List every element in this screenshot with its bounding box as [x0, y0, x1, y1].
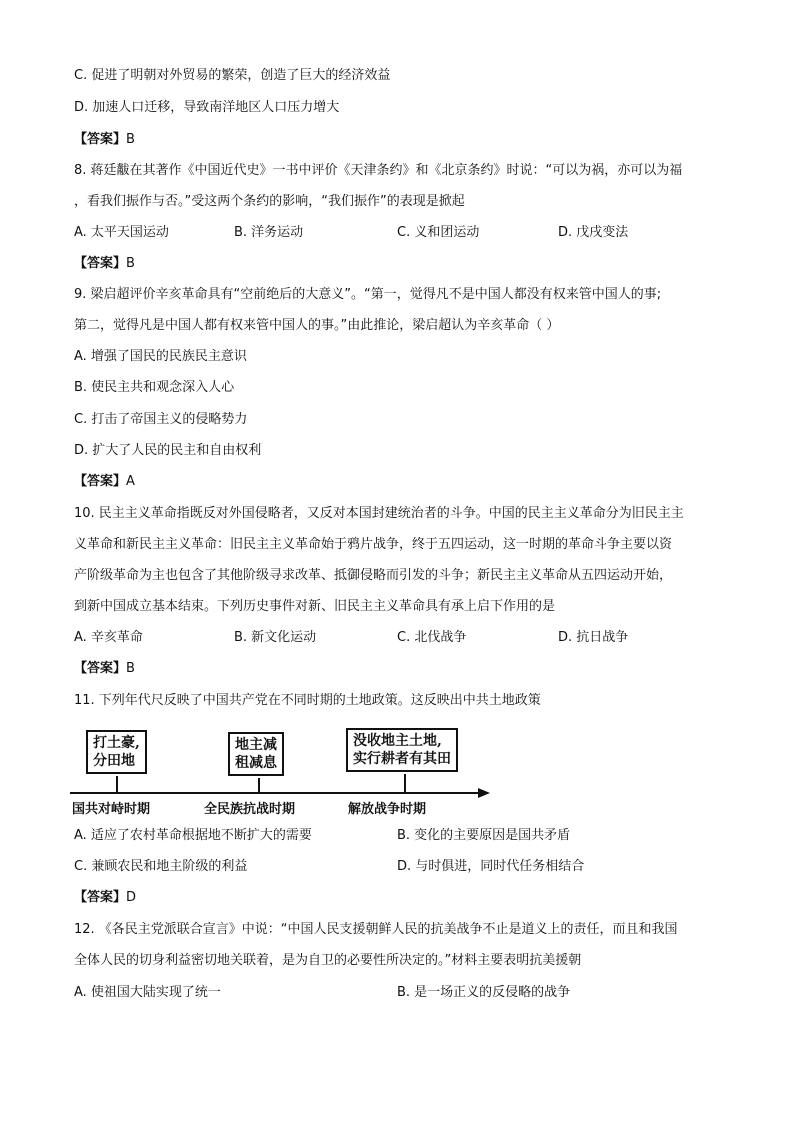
q7-option-c: C. 促进了明朝对外贸易的繁荣，创造了巨大的经济效益: [74, 68, 391, 83]
q8-option-a: A. 太平天国运动: [74, 225, 169, 240]
timeline-box-3-line-2: 实行耕者有其田: [353, 751, 451, 767]
timeline-period-1: 国共对峙时期: [72, 802, 151, 817]
timeline-axis: [70, 792, 480, 794]
timeline-box-2-line-2: 租减息: [235, 755, 277, 771]
timeline-box-3-line-1: 没收地主土地,: [353, 733, 442, 749]
q8-stem-line-1: 8. 蒋廷黻在其著作《中国近代史》一书中评价《天津条约》和《北京条约》时说：“可以为祸，亦可以为福: [74, 163, 683, 178]
q10-option-b: B. 新文化运动: [234, 630, 317, 645]
timeline-box-1: [86, 730, 147, 774]
land-policy-timeline: [70, 728, 500, 817]
q9-stem-line-1: 9. 梁启超评价辛亥革命具有“空前绝后的大意义”。“第一，觉得凡不是中国人都没有权来管中国人的事;: [74, 287, 662, 302]
q7-answer: [74, 131, 135, 149]
timeline-period-3: 解放战争时期: [348, 802, 427, 817]
answer-value: B: [126, 132, 135, 147]
answer-tag: 【答案】: [74, 661, 127, 676]
q10-option-a: A. 辛亥革命: [74, 630, 143, 645]
q10-option-d: D. 抗日战争: [558, 630, 629, 645]
q11-option-a: A. 适应了农村革命根据地不断扩大的需要: [74, 828, 312, 843]
answer-tag: 【答案】: [74, 132, 127, 147]
q11-option-b: B. 变化的主要原因是国共矛盾: [397, 828, 571, 843]
q10-stem-line-1: 10. 民主主义革命指既反对外国侵略者，又反对本国封建统治者的斗争。中国的民主主义革命分为旧民主主: [74, 506, 684, 521]
answer-value: B: [126, 661, 135, 676]
answer-value: A: [126, 474, 135, 489]
q9-answer: [74, 473, 135, 491]
timeline-box-3: [346, 728, 458, 772]
answer-tag: 【答案】: [74, 474, 127, 489]
q8-option-b: B. 洋务运动: [234, 225, 304, 240]
q7-option-d: D. 加速人口迁移，导致南洋地区人口压力增大: [74, 100, 340, 115]
q12-option-a: A. 使祖国大陆实现了统一: [74, 985, 221, 1000]
timeline-box-2: [228, 732, 284, 776]
q11-option-d: D. 与时俱进，同时代任务相结合: [397, 859, 585, 874]
timeline-box-2-line-1: 地主减: [235, 737, 277, 753]
q10-option-c: C. 北伐战争: [397, 630, 467, 645]
timeline-box-1-line-2: 分田地: [93, 753, 135, 769]
q8-option-c: C. 义和团运动: [397, 225, 480, 240]
q9-option-c: C. 打击了帝国主义的侵略势力: [74, 412, 248, 427]
timeline-tick-2: [258, 778, 260, 792]
q8-answer: [74, 255, 135, 273]
timeline-arrow-icon: [478, 788, 490, 798]
timeline-tick-3: [404, 774, 406, 792]
q9-option-b: B. 使民主共和观念深入人心: [74, 380, 235, 395]
q9-option-d: D. 扩大了人民的民主和自由权利: [74, 443, 262, 458]
q10-answer: [74, 660, 135, 678]
q10-stem-line-4: 到新中国成立基本结束。下列历史事件对新、旧民主主义革命具有承上启下作用的是: [74, 599, 556, 614]
answer-tag: 【答案】: [74, 256, 127, 271]
answer-value: B: [126, 256, 135, 271]
timeline-tick-1: [116, 776, 118, 792]
q12-stem-line-1: 12. 《各民主党派联合宣言》中说：“中国人民支援朝鲜人民的抗美战争不止是道义上的责任，而且和我国: [74, 922, 678, 937]
q11-option-c: C. 兼顾农民和地主阶级的利益: [74, 859, 248, 874]
q12-stem-line-2: 全体人民的切身利益密切地关联着，是为自卫的必要性所决定的。”材料主要表明抗美援朝: [74, 953, 582, 968]
q11-stem-line-1: 11. 下列年代尺反映了中国共产党在不同时期的土地政策。这反映出中共土地政策: [74, 693, 541, 708]
q10-stem-line-3: 产阶级革命为主也包含了其他阶级寻求改革、抵御侵略而引发的斗争；新民主主义革命从五四运动开始，: [74, 568, 673, 583]
q11-answer: [74, 889, 136, 907]
timeline-period-2: 全民族抗战时期: [204, 802, 296, 817]
answer-tag: 【答案】: [74, 890, 127, 905]
q12-option-b: B. 是一场正义的反侵略的战争: [397, 985, 571, 1000]
q8-stem-line-2: ，看我们振作与否。”受这两个条约的影响，“我们振作”的表现是掀起: [74, 194, 465, 209]
q9-stem-line-2: 第二，觉得凡是中国人都有权来管中国人的事。”由此推论，梁启超认为辛亥革命（ ）: [74, 318, 560, 333]
answer-value: D: [126, 890, 137, 905]
q10-stem-line-2: 义革命和新民主主义革命：旧民主主义革命始于鸦片战争，终于五四运动，这一时期的革命斗争主要以资: [74, 537, 673, 552]
q8-option-d: D. 戊戌变法: [558, 225, 629, 240]
timeline-box-1-line-1: 打土豪,: [93, 735, 140, 751]
q9-option-a: A. 增强了国民的民族民主意识: [74, 349, 247, 364]
